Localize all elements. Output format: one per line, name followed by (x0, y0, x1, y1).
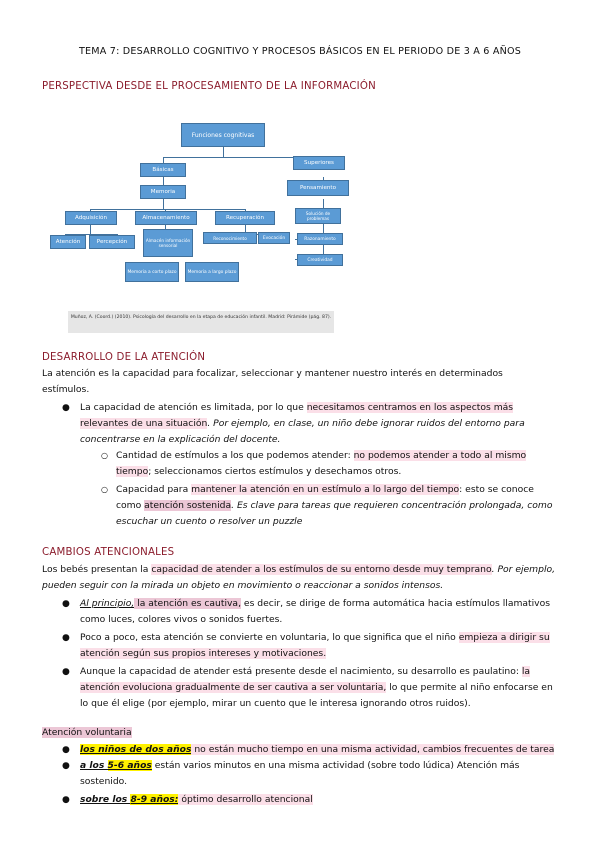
node-memoria: Memoria (140, 185, 186, 199)
sub-capacidad-line3: escuchar un cuento o resolver un puzzle (116, 516, 303, 527)
node-percepcion: Percepción (89, 235, 135, 249)
bullet-dot: ● (62, 599, 70, 609)
node-recuperacion: Recuperación (215, 211, 275, 225)
node-almacen-sensorial: Almacén información sensorial (143, 229, 193, 257)
cambios-p1-line1: Los bebés presentan la capacidad de atender a los estímulos de su entorno desde muy temprano. Por ejemplo, (42, 564, 556, 575)
bullet-dot: ● (62, 667, 70, 677)
bullet-paulatino-line2: atención evoluciona gradualmente de ser cautiva a ser voluntaria, lo que permite al niño enfocarse en (80, 682, 553, 693)
bullet-limited-line2: relevantes de una situación. Por ejemplo, en clase, un niño debe ignorar ruidos del entorno para (80, 418, 525, 429)
item-cinco-seis-line2: sostenido. (80, 776, 128, 787)
item-cinco-seis-line1: a los 5-6 años están varios minutos en una misma actividad (sobre todo lúdica) Atención más (80, 760, 520, 771)
bullet-dot: ● (62, 403, 70, 413)
bullet-cautiva-line2: como luces, colores vivos o sonidos fuertes. (80, 614, 283, 625)
bullet-dot: ● (62, 633, 70, 643)
section-heading-procesamiento: PERSPECTIVA DESDE EL PROCESAMIENTO DE LA INFORMACIÓN (42, 81, 376, 92)
item-dos-anos: los niños de dos años no están mucho tiempo en una misma actividad, cambios frecuentes de tarea (80, 744, 555, 755)
item-ocho-nueve: sobre los 8-9 años: óptimo desarrollo atencional (80, 794, 313, 805)
node-creatividad: Creatividad (297, 254, 343, 266)
bullet-dot: ● (62, 795, 70, 805)
sub-cantidad-line2: tiempo; seleccionamos ciertos estímulos y desechamos otros. (116, 466, 402, 477)
node-pensamiento: Pensamiento (287, 180, 349, 196)
node-superiores: Superiores (293, 156, 345, 170)
diagram-caption: Muñoz, A. (Coord.) (2010). Psicología del desarrollo en la etapa de educación infantil. Madrid: Pirámide (pág. 87). (68, 311, 334, 333)
bullet-limited-line1: La capacidad de atención es limitada, por lo que necesitamos centramos en los aspectos más (80, 402, 514, 413)
node-memoria-largo-plazo: Memoria a largo plazo (185, 262, 239, 282)
node-atencion: Atención (50, 235, 86, 249)
bullet-voluntaria-line1: Poco a poco, esta atención se convierte en voluntaria, lo que significa que el niño empieza a dirigir su (80, 632, 550, 643)
sub-bullet-circle: ○ (101, 485, 108, 494)
section-heading-atencion: DESARROLLO DE LA ATENCIÓN (42, 352, 206, 363)
node-reconocimiento: Reconocimiento (203, 232, 257, 244)
bullet-dot: ● (62, 761, 70, 771)
node-evocacion: Evocación (258, 232, 290, 244)
intro-line-1: La atención es la capacidad para focalizar, seleccionar y mantener nuestro interés en determinados (42, 368, 503, 379)
section-heading-voluntaria: Atención voluntaria (42, 727, 132, 738)
bullet-voluntaria-line2: atención según sus propios intereses y motivaciones. (80, 648, 327, 659)
bullet-paulatino-line1: Aunque la capacidad de atender está presente desde el nacimiento, su desarrollo es paulatino: la (80, 666, 531, 677)
sub-cantidad-line1: Cantidad de estímulos a los que podemos atender: no podemos atender a todo al mismo (116, 450, 527, 461)
node-funciones-cognitivas: Funciones cognitivas (181, 123, 265, 147)
section-heading-cambios: CAMBIOS ATENCIONALES (42, 547, 175, 558)
bullet-cautiva-line1: Al principio, la atención es cautiva, es decir, se dirige de forma automática hacia estímulos llamativos (80, 598, 551, 609)
node-memoria-corto-plazo: Memoria a corto plazo (125, 262, 179, 282)
sub-capacidad-line1: Capacidad para mantener la atención en un estímulo a lo largo del tiempo: esto se conoce (116, 484, 534, 495)
cambios-p1-line2: pueden seguir con la mirada un objeto en movimiento o reaccionar a sonidos intensos. (42, 580, 444, 591)
node-basicas: Básicas (140, 163, 186, 177)
intro-line-2: estímulos. (42, 384, 90, 395)
bullet-paulatino-line3: lo que él elige (por ejemplo, mirar un cuento que le interesa ignorando otros ruidos). (80, 698, 471, 709)
node-resolucion: Solución de problemas (295, 208, 341, 224)
concept-diagram (55, 107, 337, 332)
sub-bullet-circle: ○ (101, 451, 108, 460)
node-razonamiento: Razonamiento (297, 233, 343, 245)
bullet-limited-line3: concentrarse en la explicación del docente. (80, 434, 281, 445)
sub-capacidad-line2: como atención sostenida. Es clave para tareas que requieren concentración prolongada, como (116, 500, 553, 511)
node-adquisicion: Adquisición (65, 211, 117, 225)
bullet-dot: ● (62, 745, 70, 755)
node-almacenamiento: Almacenamiento (135, 211, 197, 225)
page-title: TEMA 7: DESARROLLO COGNITIVO Y PROCESOS BÁSICOS EN EL PERIODO DE 3 A 6 AÑOS (78, 46, 521, 57)
